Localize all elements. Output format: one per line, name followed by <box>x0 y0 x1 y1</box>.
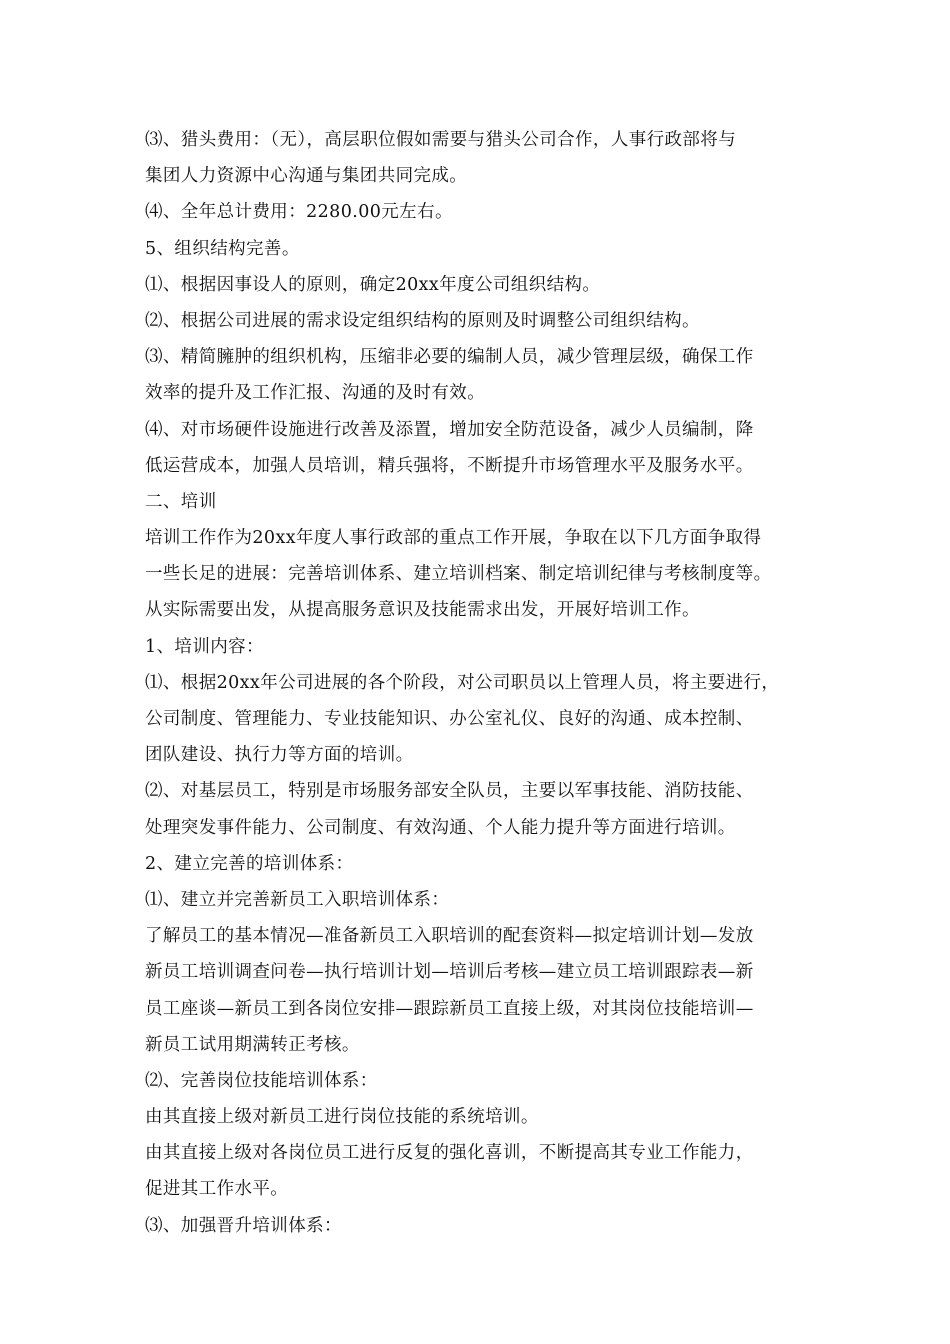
text-line: 一些长足的进展：完善培训体系、建立培训档案、制定培训纪律与考核制度等。 <box>145 564 772 585</box>
text-line: 了解员工的基本情况—准备新员工入职培训的配套资料—拟定培训计划—发放 <box>145 926 754 947</box>
section-heading: 2、建立完善的培训体系： <box>145 853 354 874</box>
text-line: 低运营成本，加强人员培训，精兵强将，不断提升市场管理水平及服务水平。 <box>145 455 754 476</box>
text-line: 新员工培训调查问卷—执行培训计划—培训后考核—建立员工培训跟踪表—新 <box>145 962 754 983</box>
text-line: ⑴、建立并完善新员工入职培训体系： <box>145 889 450 910</box>
text-line: ⑵、根据公司进展的需求设定组织结构的原则及时调整公司组织结构。 <box>145 310 700 331</box>
text-line: ⑴、根据因事设人的原则，确定20xx年度公司组织结构。 <box>145 274 601 295</box>
text-line: ⑵、对基层员工，特别是市场服务部安全队员，主要以军事技能、消防技能、 <box>145 781 754 802</box>
text-line: 促进其工作水平。 <box>145 1179 289 1200</box>
text-line: 团队建设、执行力等方面的培训。 <box>145 745 414 766</box>
text-line: ⑷、对市场硬件设施进行改善及添置，增加安全防范设备，减少人员编制，降 <box>145 419 754 440</box>
text-line: 公司制度、管理能力、专业技能知识、办公室礼仪、良好的沟通、成本控制、 <box>145 709 754 729</box>
section-heading: 二、培训 <box>145 491 217 512</box>
text-line: 效率的提升及工作汇报、沟通的及时有效。 <box>145 383 486 404</box>
text-line: ⑵、完善岗位技能培训体系： <box>145 1070 378 1091</box>
text-line: 从实际需要出发，从提高服务意识及技能需求出发，开展好培训工作。 <box>145 600 700 621</box>
text-line: 员工座谈—新员工到各岗位安排—跟踪新员工直接上级，对其岗位技能培训— <box>145 998 754 1019</box>
text-line: 由其直接上级对新员工进行岗位技能的系统培训。 <box>145 1107 539 1128</box>
text-line: 由其直接上级对各岗位员工进行反复的强化喜训，不断提高其专业工作能力， <box>145 1143 754 1164</box>
text-line: 处理突发事件能力、公司制度、有效沟通、个人能力提升等方面进行培训。 <box>145 817 736 838</box>
section-heading: 5、组织结构完善。 <box>145 238 300 259</box>
text-line: ⑷、全年总计费用：2280.00元左右。 <box>145 202 453 223</box>
text-line: ⑴、根据20xx年公司进展的各个阶段，对公司职员以上管理人员，将主要进行， <box>145 672 780 693</box>
section-heading: 1、培训内容： <box>145 636 264 657</box>
text-line: 新员工试用期满转正考核。 <box>145 1034 360 1055</box>
text-line: ⑶、猎头费用：（无），高层职位假如需要与猎头公司合作，人事行政部将与 <box>145 130 737 150</box>
text-line: ⑶、精简臃肿的组织机构，压缩非必要的编制人员，减少管理层级，确保工作 <box>145 347 754 368</box>
document-body <box>145 122 825 1244</box>
text-line: 培训工作作为20xx年度人事行政部的重点工作开展，争取在以下几方面争取得 <box>145 528 762 549</box>
text-line: ⑶、加强晋升培训体系： <box>145 1215 342 1236</box>
text-line: 集团人力资源中心沟通与集团共同完成。 <box>145 166 468 187</box>
